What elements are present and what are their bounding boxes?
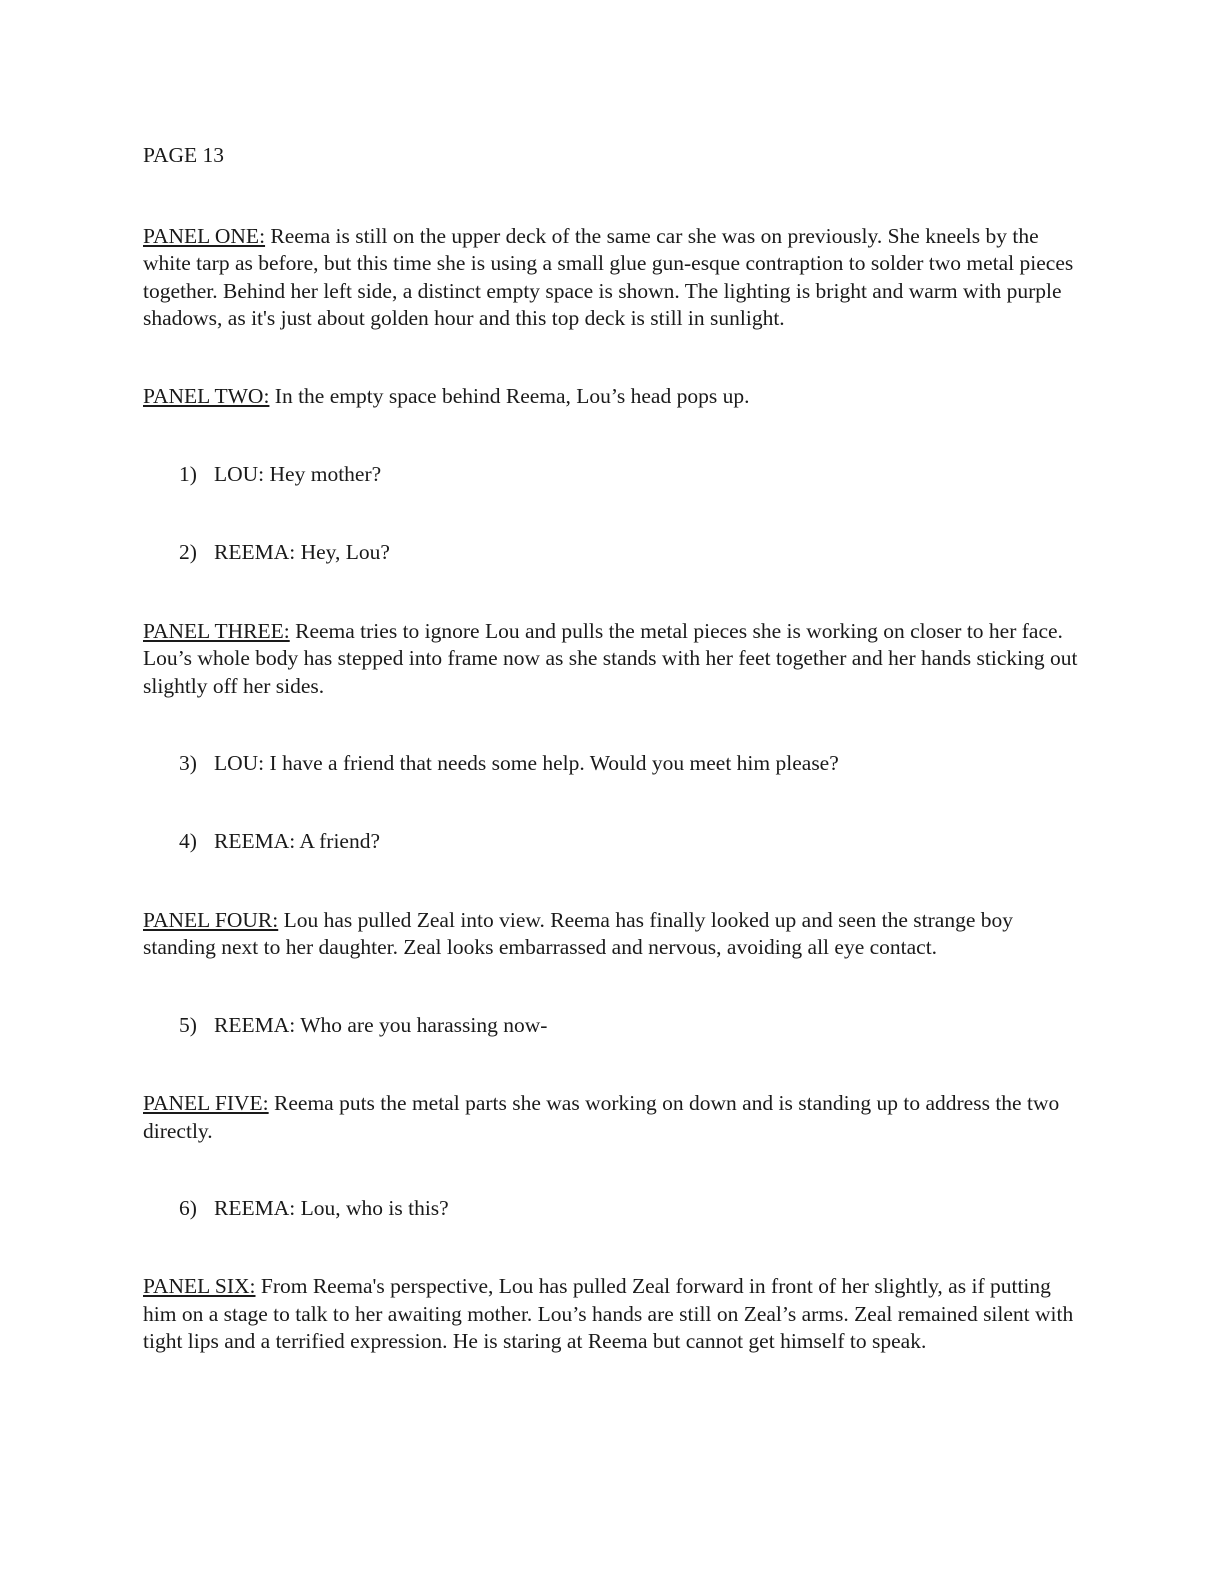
script-page bbox=[143, 142, 1083, 1356]
panel-text: From Reema's perspective, Lou has pulled Zeal forward in front of her slightly, as if putting him on a stage to talk to her awaiting mother. Lou’s hands are still on Zeal’s arms. Zeal remained silent with tight lips and a terrified expression. He is staring at Reema but cannot get himself to speak. bbox=[143, 1274, 1074, 1354]
panel-text: Reema is still on the upper deck of the same car she was on previously. She kneels by the white tarp as before, but this time she is using a small glue gun-esque contraption to solder two metal pieces together. Behind her left side, a distinct empty space is shown. The lighting is bright and warm with purple shadows, as it's just about golden hour and this top deck is still in sunlight. bbox=[143, 224, 1074, 331]
dialogue-number: 6) bbox=[179, 1195, 197, 1220]
panel-text: Lou has pulled Zeal into view. Reema has finally looked up and seen the strange boy standing next to her daughter. Zeal looks embarrassed and nervous, avoiding all eye contact. bbox=[143, 907, 1013, 960]
dialogue-text: REEMA: Who are you harassing now- bbox=[214, 1012, 548, 1037]
dialogue-text: LOU: Hey mother? bbox=[214, 462, 382, 487]
dialogue-line bbox=[143, 828, 1083, 855]
dialogue-text: LOU: I have a friend that needs some help. Would you meet him please? bbox=[214, 751, 839, 776]
page-heading: PAGE 13 bbox=[143, 143, 225, 167]
dialogue-line bbox=[143, 750, 1083, 777]
dialogue-text: REEMA: Lou, who is this? bbox=[214, 1195, 449, 1220]
panel-label: PANEL THREE: bbox=[143, 618, 290, 643]
dialogue-line bbox=[143, 539, 1083, 566]
panel-text: Reema tries to ignore Lou and pulls the metal pieces she is working on closer to her face. Lou’s whole body has stepped into frame now as she stands with her feet together and her hands sticking out slightly off her sides. bbox=[143, 618, 1078, 698]
dialogue-number: 5) bbox=[179, 1012, 197, 1037]
panel-description bbox=[143, 383, 1083, 410]
panel-label: PANEL TWO: bbox=[143, 383, 270, 408]
panel-label: PANEL SIX: bbox=[143, 1274, 256, 1299]
dialogue-number: 2) bbox=[179, 540, 197, 565]
panel-label: PANEL FIVE: bbox=[143, 1091, 269, 1116]
panel-label: PANEL FOUR: bbox=[143, 907, 279, 932]
dialogue-line bbox=[143, 1012, 1083, 1039]
panel-text: Reema puts the metal parts she was working on down and is standing up to address the two directly. bbox=[143, 1091, 1060, 1143]
panel-description bbox=[143, 907, 1083, 962]
dialogue-number: 3) bbox=[179, 751, 197, 776]
dialogue-line bbox=[143, 461, 1083, 488]
panel-description bbox=[143, 223, 1083, 333]
panel-description bbox=[143, 1090, 1083, 1145]
dialogue-number: 1) bbox=[179, 462, 197, 487]
dialogue-text: REEMA: Hey, Lou? bbox=[214, 540, 390, 565]
panel-description bbox=[143, 1273, 1083, 1355]
panel-description bbox=[143, 618, 1083, 700]
panel-text: In the empty space behind Reema, Lou’s head pops up. bbox=[269, 383, 750, 408]
dialogue-line bbox=[143, 1195, 1083, 1222]
dialogue-text: REEMA: A friend? bbox=[214, 829, 381, 854]
panel-label: PANEL ONE: bbox=[143, 224, 266, 248]
dialogue-number: 4) bbox=[179, 829, 197, 854]
